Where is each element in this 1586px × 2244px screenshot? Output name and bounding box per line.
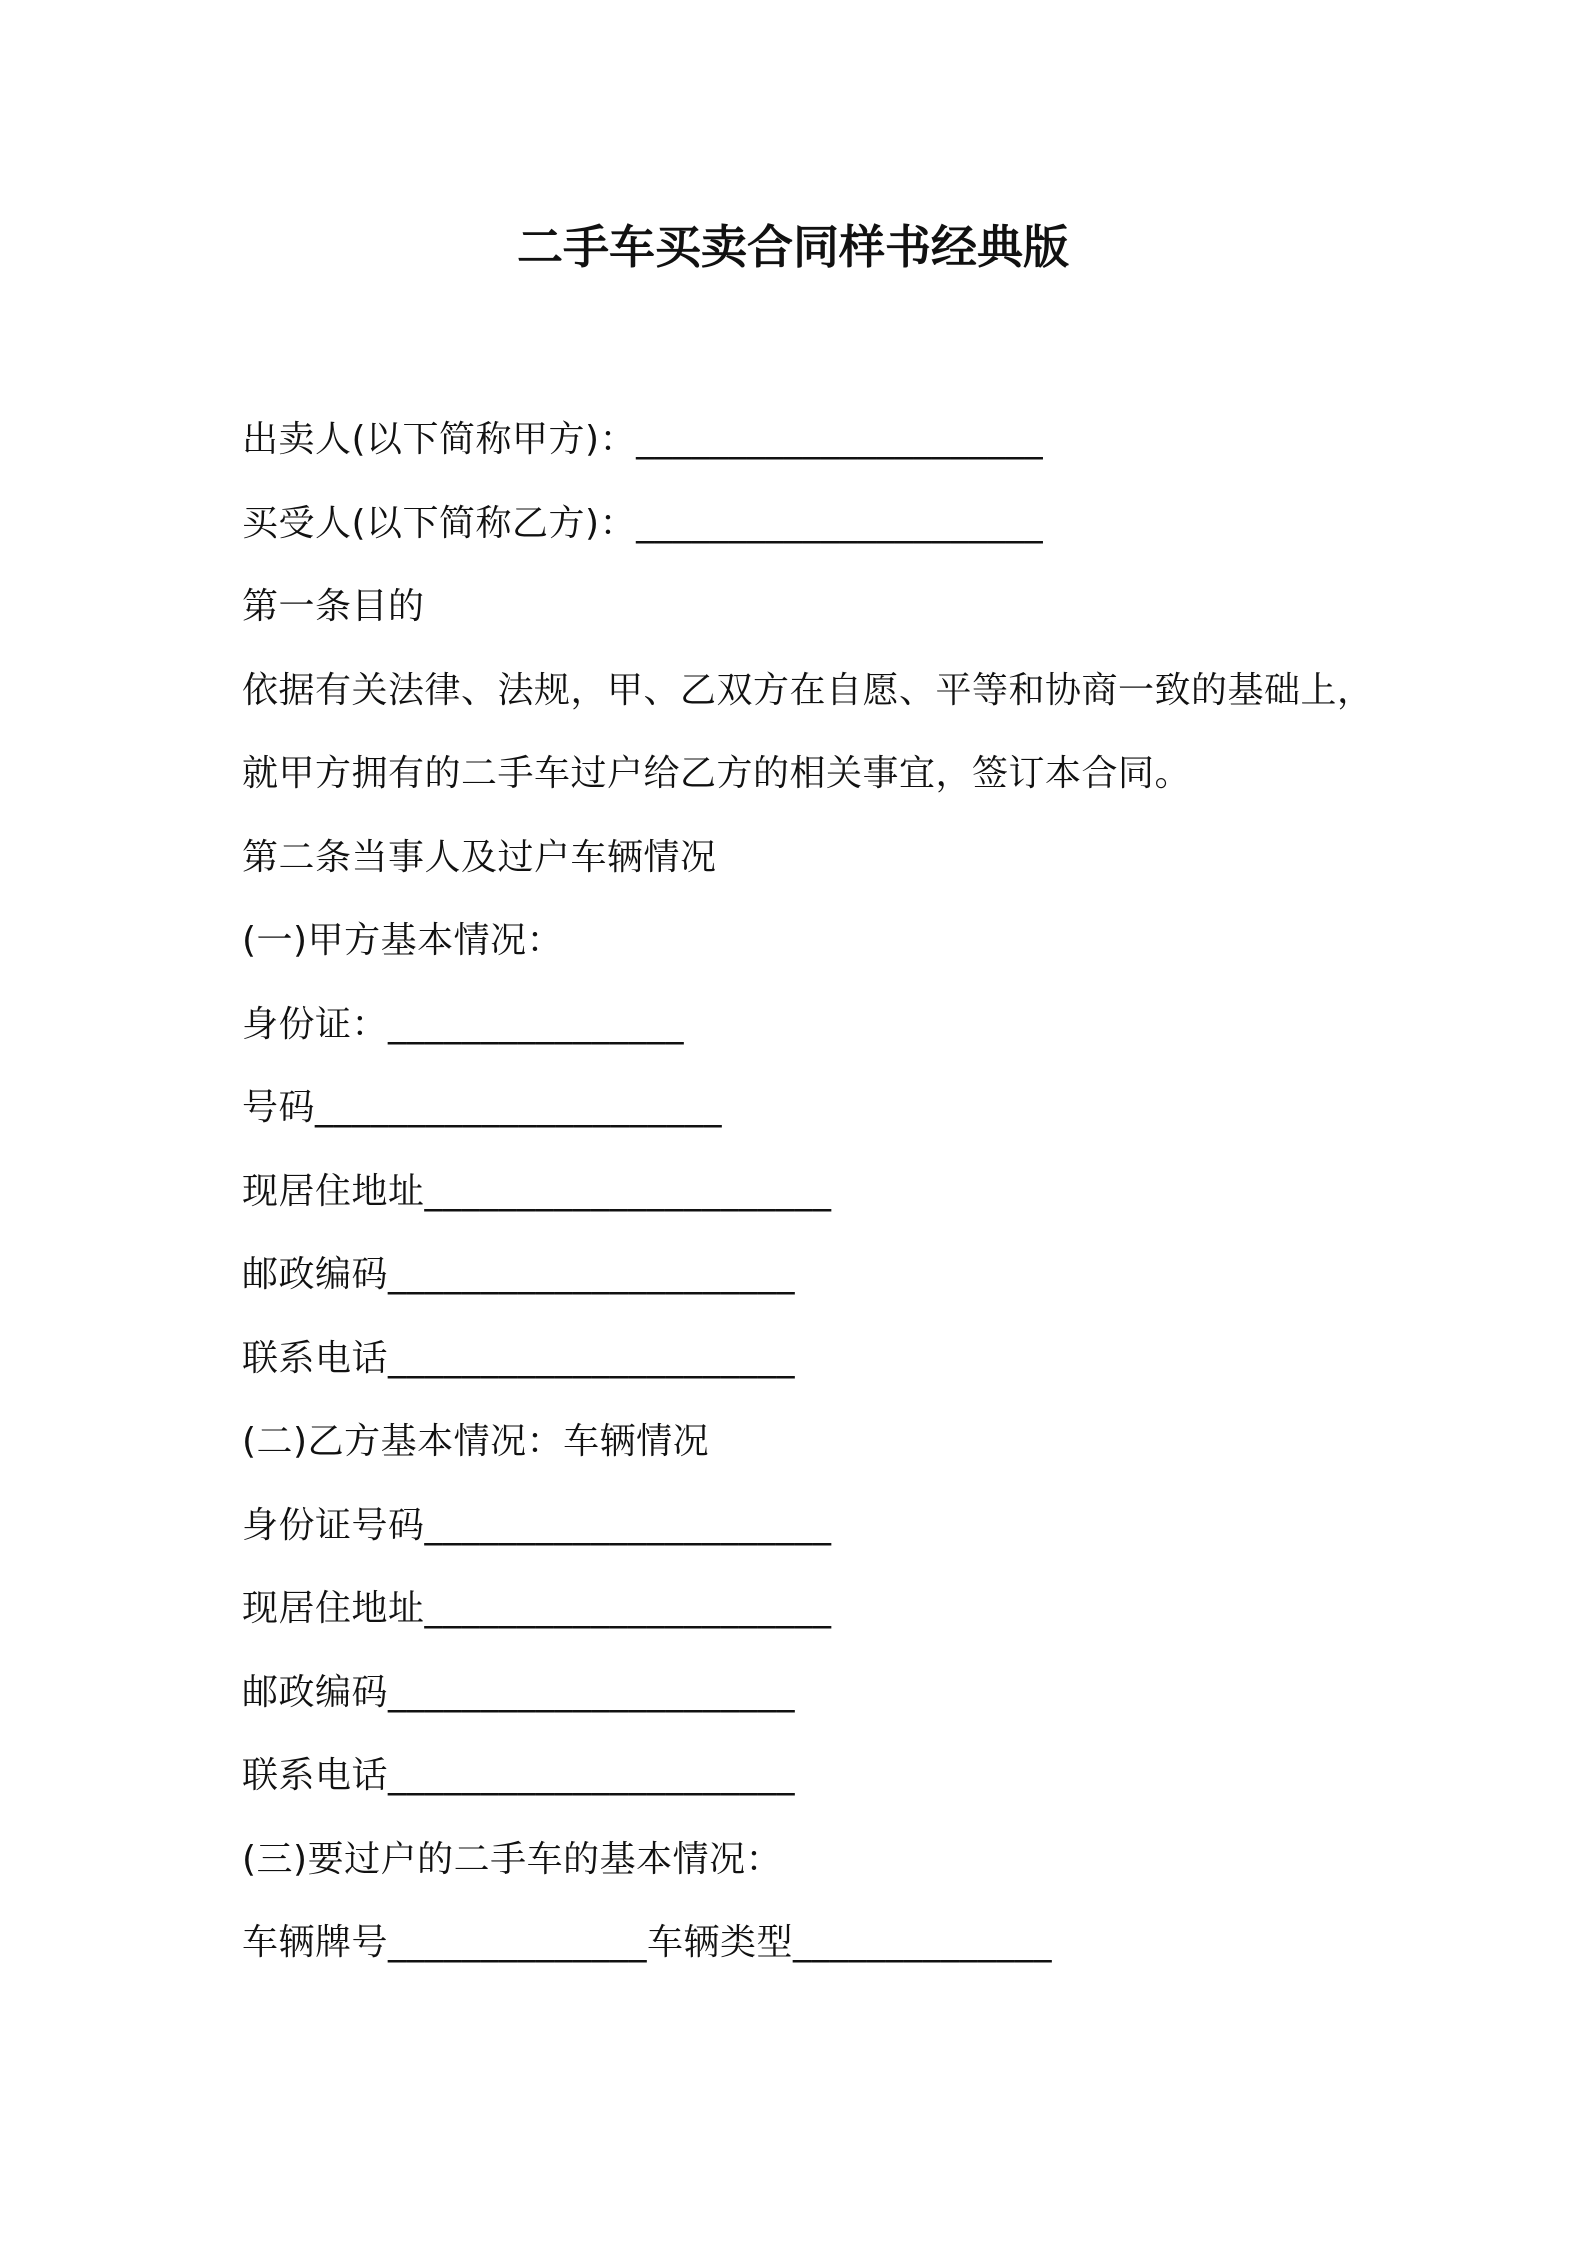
buyer-line: 买受人(以下简称乙方)：______________________ bbox=[242, 502, 1044, 544]
party-a-number-line: 号码______________________ bbox=[242, 1087, 723, 1128]
party-b-postcode-line: 邮政编码______________________ bbox=[242, 1671, 796, 1713]
party-a-heading: (一)甲方基本情况： bbox=[242, 920, 564, 961]
seller-line: 出卖人(以下简称甲方)：______________________ bbox=[242, 419, 1044, 460]
article-1-text-line-2: 就甲方拥有的二手车过户给乙方的相关事宜，签订本合同。 bbox=[242, 753, 1192, 794]
party-b-address-line: 现居住地址______________________ bbox=[242, 1588, 832, 1629]
article-1-text-line-1: 依据有关法律、法规，甲、乙双方在自愿、平等和协商一致的基础上， bbox=[242, 669, 1374, 711]
party-a-phone-line: 联系电话______________________ bbox=[242, 1337, 796, 1379]
article-1-heading: 第一条目的 bbox=[242, 586, 425, 627]
party-b-phone-line: 联系电话______________________ bbox=[242, 1755, 796, 1796]
vehicle-plate-type-line: 车辆牌号______________车辆类型______________ bbox=[242, 1922, 1053, 1963]
document-body bbox=[242, 408, 1442, 1995]
article-2-heading: 第二条当事人及过户车辆情况 bbox=[242, 836, 717, 878]
party-a-address-line: 现居住地址______________________ bbox=[242, 1170, 832, 1212]
party-a-id-line: 身份证：________________ bbox=[242, 1003, 685, 1045]
document-title: 二手车买卖合同样书经典版 bbox=[517, 220, 1069, 274]
party-a-postcode-line: 邮政编码______________________ bbox=[242, 1254, 796, 1295]
party-b-heading: (二)乙方基本情况：车辆情况 bbox=[242, 1421, 710, 1462]
vehicle-heading: (三)要过户的二手车的基本情况： bbox=[242, 1838, 783, 1880]
party-b-id-line: 身份证号码______________________ bbox=[242, 1504, 832, 1546]
